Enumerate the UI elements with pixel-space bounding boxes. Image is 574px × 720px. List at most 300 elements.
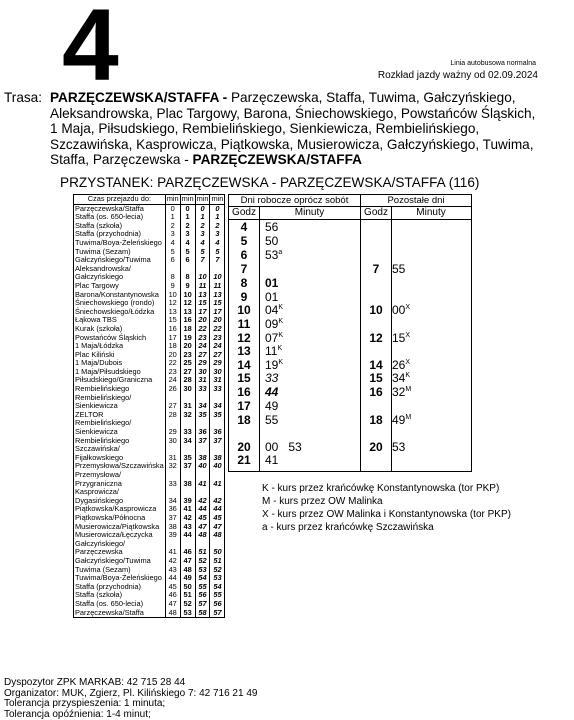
travel-minutes: 36 bbox=[195, 428, 210, 437]
travel-minutes: 56 bbox=[210, 600, 225, 609]
travel-minutes: 1 bbox=[180, 213, 195, 222]
departure-minute: $09^K$ bbox=[265, 317, 284, 331]
travel-minutes: 22 bbox=[210, 325, 225, 334]
travel-minutes: 31 bbox=[210, 376, 225, 385]
stop-name: Przemysłowa/ bbox=[75, 470, 121, 479]
travel-minutes: 31 bbox=[195, 376, 210, 385]
travel-minutes: 35 bbox=[180, 454, 195, 463]
minutes-cell bbox=[265, 400, 278, 413]
travel-minutes: 47 bbox=[195, 523, 210, 532]
stop-name: Musierowicza/Łęczycka bbox=[75, 530, 153, 540]
hour-cell: 15 bbox=[237, 371, 251, 385]
travel-minutes: 1 bbox=[210, 213, 225, 222]
travel-minutes: 23 bbox=[195, 334, 210, 343]
stop-name: Gałczyńskiego bbox=[75, 272, 124, 282]
legend-item: a - kurs przez krańcówkę Szczawińska bbox=[262, 522, 434, 533]
travel-minutes: 49 bbox=[180, 574, 195, 583]
travel-minutes: 53 bbox=[210, 574, 225, 583]
travel-minutes: 45 bbox=[195, 514, 210, 523]
travel-minutes: 31 bbox=[180, 402, 195, 411]
travel-minutes: 34 bbox=[180, 437, 195, 446]
travel-minutes: 5 bbox=[210, 248, 225, 257]
travel-minutes: 46 bbox=[165, 591, 180, 600]
travel-minutes: 18 bbox=[180, 325, 195, 334]
travel-minutes: 47 bbox=[210, 523, 225, 532]
legend-item: K - kurs przez krańcówkę Konstantynowska (tor PKP) bbox=[262, 483, 500, 494]
stop-name: Gałczyńskiego/ bbox=[75, 538, 126, 548]
travel-minutes: 35 bbox=[210, 411, 225, 420]
footnote-mark: M bbox=[405, 386, 412, 393]
travel-minutes: 8 bbox=[180, 273, 195, 282]
travel-minutes: 29 bbox=[195, 359, 210, 368]
travel-minutes: 47 bbox=[180, 557, 195, 566]
departure-minute: $15^X$ bbox=[392, 331, 411, 345]
travel-minutes: 12 bbox=[165, 299, 180, 308]
hour-cell: 10 bbox=[369, 303, 383, 317]
travel-minutes: 34 bbox=[210, 402, 225, 411]
stop-name: Parzęczewska bbox=[75, 547, 123, 557]
travel-minutes: 42 bbox=[180, 514, 195, 523]
hour-cell: 14 bbox=[237, 358, 251, 372]
travel-minutes: 24 bbox=[165, 376, 180, 385]
travel-minutes: 22 bbox=[165, 359, 180, 368]
travel-minutes: 15 bbox=[210, 299, 225, 308]
footnote-mark: K bbox=[277, 345, 283, 352]
min-header: min bbox=[166, 194, 179, 203]
stop-name: Parzęczewska/Staffa bbox=[75, 607, 144, 617]
travel-minutes: 42 bbox=[195, 497, 210, 506]
travel-minutes: 3 bbox=[180, 230, 195, 239]
departure-minute: $32^M$ bbox=[392, 385, 412, 399]
travel-minutes: 51 bbox=[180, 591, 195, 600]
travel-minutes: 9 bbox=[180, 282, 195, 291]
travel-minutes: 48 bbox=[165, 609, 180, 618]
stop-name: Sienkiewicza bbox=[75, 427, 118, 437]
travel-minutes: 36 bbox=[165, 505, 180, 514]
travel-minutes: 19 bbox=[180, 334, 195, 343]
stop-header: PRZYSTANEK: PARZĘCZEWSKA - PARZĘCZEWSKA/STAFFA (116) bbox=[60, 175, 480, 190]
route-label: Trasa: bbox=[4, 90, 43, 105]
footnote-mark: K bbox=[278, 332, 284, 339]
stop-name: Rembielińskiego bbox=[75, 384, 130, 394]
travel-minutes: 6 bbox=[165, 256, 180, 265]
departure-minute: 53$^a$ bbox=[265, 248, 283, 262]
travel-minutes: 24 bbox=[210, 342, 225, 351]
hour-cell: 10 bbox=[237, 303, 251, 317]
stop-name: Tuwima (Sezam) bbox=[75, 564, 131, 574]
hour-cell: 18 bbox=[369, 413, 383, 427]
minutes-cell bbox=[265, 345, 282, 358]
stop-name: Plac Targowy bbox=[75, 280, 119, 290]
stop-name: Łąkowa TBS bbox=[75, 315, 117, 325]
travel-minutes: 15 bbox=[195, 299, 210, 308]
travel-minutes: 42 bbox=[165, 557, 180, 566]
departure-minute: 41 bbox=[265, 453, 279, 467]
footer-line: Tolerancja opóźnienia: 1-4 minut; bbox=[4, 708, 151, 720]
stop-name: Gałczyńskiego/Tuwima bbox=[75, 555, 151, 565]
stop-name: Przygraniczna bbox=[75, 478, 122, 488]
travel-minutes: 53 bbox=[195, 566, 210, 575]
stop-name: Rembielińskiego/ bbox=[75, 392, 132, 402]
travel-minutes: 15 bbox=[165, 316, 180, 325]
valid-from-label: Rozkład jazdy ważny od 02.09.2024 bbox=[377, 70, 538, 81]
travel-minutes: 23 bbox=[210, 334, 225, 343]
travel-minutes: 29 bbox=[165, 428, 180, 437]
travel-minutes: 2 bbox=[180, 222, 195, 231]
route-middle: Parzęczewska, Staffa, Tuwima, Gałczyńskiego, Aleksandrowska, Plac Targowy, Barona, Śniechowskiego, Powstańców Śląskich, 1 Maja, Piłsudskiego, Rembielińskiego, Sienkiewicza, Rembielińskiego, Szczawińska, Kasprowicza, Piątkowska, Musierowicza, Gałczyńskiego, Tuwima, Staffa, Parzęczewska - bbox=[50, 90, 536, 168]
travel-minutes: 38 bbox=[210, 454, 225, 463]
travel-minutes: 30 bbox=[210, 368, 225, 377]
travel-minutes: 55 bbox=[195, 583, 210, 592]
travel-minutes: 23 bbox=[165, 368, 180, 377]
route-end: PARZĘCZEWSKA/STAFFA bbox=[192, 152, 362, 168]
travel-minutes: 52 bbox=[180, 600, 195, 609]
travel-minutes: 3 bbox=[165, 230, 180, 239]
stop-name: Tuwima (Sezam) bbox=[75, 246, 131, 256]
travel-minutes: 9 bbox=[165, 282, 180, 291]
footnote-mark: X bbox=[405, 332, 411, 339]
travel-minutes: 13 bbox=[195, 291, 210, 300]
stop-name: Tuwima/Boya-Żeleńskiego bbox=[75, 573, 162, 583]
stop-name: Staffa (szkoła) bbox=[75, 590, 123, 600]
travel-minutes: 37 bbox=[210, 437, 225, 446]
travel-minutes: 54 bbox=[210, 583, 225, 592]
departure-minute: $00^X$ bbox=[392, 303, 411, 317]
footnote-mark: X bbox=[405, 359, 411, 366]
stop-name: Śniechowskiego/Łódzka bbox=[75, 306, 155, 316]
travel-minutes: 18 bbox=[165, 342, 180, 351]
travel-minutes: 27 bbox=[210, 351, 225, 360]
minutes-header: Minuty bbox=[391, 206, 471, 220]
travel-minutes: 50 bbox=[180, 583, 195, 592]
travel-minutes: 0 bbox=[195, 204, 210, 213]
travel-minutes: 41 bbox=[180, 505, 195, 514]
travel-minutes: 33 bbox=[210, 385, 225, 394]
footnote-mark: K bbox=[278, 304, 284, 311]
travel-minutes: 54 bbox=[195, 574, 210, 583]
stop-name: Rembielińskiego bbox=[75, 435, 130, 445]
travel-minutes: 10 bbox=[210, 273, 225, 282]
hour-cell: 8 bbox=[240, 276, 248, 290]
hour-cell: 21 bbox=[237, 453, 251, 467]
hour-cell: 13 bbox=[237, 344, 251, 358]
travel-minutes: 53 bbox=[180, 609, 195, 618]
travel-minutes: 0 bbox=[180, 204, 195, 213]
travel-minutes: 24 bbox=[195, 342, 210, 351]
travel-minutes: 48 bbox=[180, 566, 195, 575]
travel-minutes: 33 bbox=[165, 480, 180, 489]
travel-minutes: 13 bbox=[210, 291, 225, 300]
hour-cell: 16 bbox=[237, 385, 251, 399]
travel-table-header: Czas przejazdu do: bbox=[74, 195, 166, 205]
hour-cell: 11 bbox=[237, 317, 251, 331]
departure-timetable bbox=[228, 194, 472, 472]
stop-name: Tuwima/Boya-Żeleńskiego bbox=[75, 237, 162, 247]
travel-minutes: 33 bbox=[180, 428, 195, 437]
hour-cell: 18 bbox=[237, 413, 251, 427]
travel-minutes: 52 bbox=[195, 557, 210, 566]
travel-minutes: 0 bbox=[210, 204, 225, 213]
travel-minutes: 12 bbox=[180, 299, 195, 308]
departure-minute: $07^K$ bbox=[265, 331, 284, 345]
minutes-header: Minuty bbox=[259, 206, 360, 220]
minutes-cell bbox=[392, 441, 405, 454]
footnote-mark: K bbox=[278, 318, 284, 325]
legend-item: M - kurs przez OW Malinka bbox=[262, 496, 383, 507]
other-days-header: Pozostałe dni bbox=[387, 195, 445, 206]
travel-minutes: 39 bbox=[180, 497, 195, 506]
travel-minutes: 11 bbox=[195, 282, 210, 291]
travel-minutes: 27 bbox=[195, 351, 210, 360]
stop-name: Kurak (szkoła) bbox=[75, 323, 123, 333]
travel-minutes: 42 bbox=[210, 497, 225, 506]
footer-line: Tolerancja przyspieszenia: 1 minuta; bbox=[4, 698, 166, 709]
hour-header: Godz bbox=[361, 206, 391, 220]
stop-name: Fijałkowskiego bbox=[75, 452, 124, 462]
stop-name: Staffa (przychodnia) bbox=[75, 229, 142, 239]
hour-cell: 16 bbox=[369, 385, 383, 399]
departure-minute: $49^M$ bbox=[392, 413, 412, 427]
stop-name: Szczawińska/ bbox=[75, 444, 120, 454]
travel-minutes: 37 bbox=[180, 462, 195, 471]
stop-name: 1 Maja/Łódzka bbox=[75, 341, 124, 351]
travel-minutes: 2 bbox=[210, 222, 225, 231]
minutes-cell bbox=[265, 414, 278, 427]
travel-minutes: 48 bbox=[210, 531, 225, 540]
travel-minutes: 32 bbox=[165, 462, 180, 471]
travel-minutes: 13 bbox=[165, 308, 180, 317]
departure-minute: 53 bbox=[288, 440, 302, 454]
travel-minutes: 45 bbox=[210, 514, 225, 523]
footer-line: Dyspozytor ZPK MARKAB: 42 715 28 44 bbox=[4, 677, 186, 688]
departure-minute: 49 bbox=[265, 399, 279, 413]
minutes-cell bbox=[265, 304, 283, 317]
footnote-mark: K bbox=[278, 359, 284, 366]
travel-minutes: 1 bbox=[165, 213, 180, 222]
weekday-header: Dni robocze oprócz sobót bbox=[240, 195, 349, 206]
departure-minute: 01 bbox=[265, 276, 279, 290]
travel-minutes: 38 bbox=[165, 523, 180, 532]
travel-minutes: 0 bbox=[165, 204, 180, 213]
travel-minutes: 36 bbox=[210, 428, 225, 437]
travel-minutes: 50 bbox=[210, 548, 225, 557]
travel-minutes: 4 bbox=[165, 239, 180, 248]
minutes-cell bbox=[265, 318, 283, 331]
departure-minute: 44 bbox=[265, 385, 279, 399]
hour-cell: 20 bbox=[369, 440, 383, 454]
stop-name: Przemysłowa/Szczawińska bbox=[75, 461, 164, 471]
footer-line: Organizator: MUK, Zgierz, Pl. Kilińskiego 7: 42 716 21 49 bbox=[4, 687, 258, 699]
travel-minutes: 41 bbox=[165, 548, 180, 557]
travel-minutes: 16 bbox=[180, 316, 195, 325]
travel-minutes: 44 bbox=[195, 505, 210, 514]
travel-minutes: 1 bbox=[195, 213, 210, 222]
stop-name: Piłsudskiego/Graniczna bbox=[75, 375, 153, 385]
travel-minutes: 35 bbox=[195, 411, 210, 420]
travel-minutes: 25 bbox=[180, 359, 195, 368]
travel-minutes: 27 bbox=[165, 402, 180, 411]
travel-minutes: 51 bbox=[210, 557, 225, 566]
travel-minutes: 10 bbox=[195, 273, 210, 282]
hour-cell: 15 bbox=[369, 371, 383, 385]
travel-minutes: 29 bbox=[210, 359, 225, 368]
stop-name: Piątkowska/Północna bbox=[75, 512, 146, 522]
travel-minutes: 55 bbox=[210, 591, 225, 600]
hour-cell: 5 bbox=[240, 234, 248, 248]
travel-minutes: 45 bbox=[165, 583, 180, 592]
hour-cell: 12 bbox=[369, 331, 383, 345]
travel-minutes: 3 bbox=[210, 230, 225, 239]
travel-minutes: 56 bbox=[195, 591, 210, 600]
travel-minutes: 48 bbox=[195, 531, 210, 540]
hour-cell: 7 bbox=[240, 262, 248, 276]
min-header: min bbox=[196, 194, 209, 203]
departure-minute: 01 bbox=[265, 290, 279, 304]
travel-minutes: 30 bbox=[195, 368, 210, 377]
travel-minutes: 57 bbox=[195, 600, 210, 609]
stop-name: Śniechowskiego (rondo) bbox=[75, 298, 155, 308]
stop-name: Musierowicza/Piątkowska bbox=[75, 521, 160, 531]
travel-minutes: 3 bbox=[195, 230, 210, 239]
travel-minutes: 41 bbox=[195, 480, 210, 489]
travel-minutes: 7 bbox=[210, 256, 225, 265]
travel-minutes: 40 bbox=[210, 462, 225, 471]
footnote-mark: a bbox=[278, 249, 283, 256]
departure-minute: 55 bbox=[265, 413, 279, 427]
stop-name: Powstańców Śląskich bbox=[75, 332, 147, 342]
travel-minutes: 34 bbox=[165, 497, 180, 506]
hour-cell: 7 bbox=[372, 262, 380, 276]
line-type-label: Linia autobusowa normalna bbox=[450, 60, 536, 67]
travel-minutes: 34 bbox=[195, 402, 210, 411]
travel-minutes: 22 bbox=[195, 325, 210, 334]
legend bbox=[262, 482, 511, 534]
travel-minutes: 13 bbox=[180, 308, 195, 317]
travel-minutes: 17 bbox=[165, 334, 180, 343]
minutes-cell bbox=[265, 372, 278, 385]
route-description bbox=[4, 90, 538, 168]
travel-minutes: 37 bbox=[195, 437, 210, 446]
travel-minutes: 51 bbox=[195, 548, 210, 557]
travel-row bbox=[74, 609, 225, 618]
travel-minutes: 57 bbox=[210, 609, 225, 618]
minutes-cell bbox=[392, 414, 411, 427]
footnote-mark: M bbox=[405, 414, 412, 421]
stop-name: Gałczyńskiego/Tuwima bbox=[75, 255, 151, 265]
travel-minutes: 43 bbox=[180, 523, 195, 532]
stop-name: Kasprowicza/ bbox=[75, 487, 119, 497]
departure-minute: $11^K$ bbox=[265, 344, 283, 358]
travel-minutes: 44 bbox=[180, 531, 195, 540]
departure-minute: 55 bbox=[392, 262, 406, 276]
travel-minutes: 17 bbox=[195, 308, 210, 317]
min-header: min bbox=[211, 194, 224, 203]
travel-minutes: 41 bbox=[210, 480, 225, 489]
travel-minutes: 5 bbox=[165, 248, 180, 257]
stop-name: Staffa (przychodnia) bbox=[75, 581, 142, 591]
stop-name: Aleksandrowska/ bbox=[75, 263, 131, 273]
minutes-cell bbox=[265, 221, 278, 234]
departure-minute: $26^X$ bbox=[392, 358, 411, 372]
hour-cell: 12 bbox=[237, 331, 251, 345]
departure-minute: 53 bbox=[392, 440, 406, 454]
hour-cell: 4 bbox=[240, 220, 248, 234]
minutes-cell bbox=[392, 386, 411, 399]
travel-minutes: 4 bbox=[210, 239, 225, 248]
footnote-mark: X bbox=[405, 304, 411, 311]
travel-minutes: 4 bbox=[180, 239, 195, 248]
line-number: 4 bbox=[62, 0, 119, 102]
travel-minutes: 4 bbox=[195, 239, 210, 248]
divider bbox=[259, 206, 260, 471]
travel-minutes: 39 bbox=[165, 531, 180, 540]
travel-minutes: 30 bbox=[165, 437, 180, 446]
legend-item: X - kurs przez OW Malinka i Konstantynowska (tor PKP) bbox=[262, 509, 511, 520]
hour-cell: 20 bbox=[237, 440, 251, 454]
travel-minutes: 5 bbox=[180, 248, 195, 257]
stop-name: Piątkowska/Kasprowicza bbox=[75, 504, 157, 514]
travel-minutes: 31 bbox=[165, 454, 180, 463]
travel-minutes: 38 bbox=[180, 480, 195, 489]
travel-minutes: 20 bbox=[165, 351, 180, 360]
stop-name: Dygasińskiego bbox=[75, 495, 124, 505]
travel-minutes: 33 bbox=[195, 385, 210, 394]
travel-minutes: 6 bbox=[180, 256, 195, 265]
travel-minutes: 38 bbox=[195, 454, 210, 463]
minutes-cell bbox=[265, 386, 278, 399]
stop-name: Sienkiewicza bbox=[75, 401, 118, 411]
travel-minutes: 44 bbox=[165, 574, 180, 583]
stop-name: 1 Maja/Piłsudskiego bbox=[75, 366, 141, 376]
travel-minutes: 46 bbox=[180, 548, 195, 557]
travel-minutes: 2 bbox=[195, 222, 210, 231]
hour-cell: 14 bbox=[369, 358, 383, 372]
stop-name: Plac Kiliński bbox=[75, 349, 115, 359]
travel-minutes: 44 bbox=[210, 505, 225, 514]
stop-name: Rembielińskiego/ bbox=[75, 418, 132, 428]
travel-minutes: 23 bbox=[180, 351, 195, 360]
travel-minutes: 52 bbox=[210, 566, 225, 575]
minutes-cell bbox=[392, 263, 405, 276]
hour-cell: 17 bbox=[237, 399, 251, 413]
departure-minute: 50 bbox=[265, 234, 279, 248]
travel-minutes: 8 bbox=[165, 273, 180, 282]
travel-minutes: 20 bbox=[210, 316, 225, 325]
travel-minutes: 37 bbox=[165, 514, 180, 523]
stop-name: ZELTOR bbox=[75, 409, 104, 419]
stop-name: Barona/Konstantynowska bbox=[75, 289, 159, 299]
travel-minutes: 10 bbox=[165, 291, 180, 300]
stop-name: Staffa (os. 650-lecia) bbox=[75, 212, 144, 222]
departure-minute: 56 bbox=[265, 220, 279, 234]
travel-minutes: 47 bbox=[165, 600, 180, 609]
travel-minutes: 16 bbox=[165, 325, 180, 334]
departure-minute: $04^K$ bbox=[265, 303, 284, 317]
departure-minute: $19^K$ bbox=[265, 358, 284, 372]
travel-minutes: 32 bbox=[180, 411, 195, 420]
departure-minute: $34^K$ bbox=[392, 371, 411, 385]
stop-name: Staffa (szkoła) bbox=[75, 220, 123, 230]
stop-name: Parzęczewska/Staffa bbox=[75, 203, 144, 213]
travel-minutes: 58 bbox=[195, 609, 210, 618]
travel-minutes: 17 bbox=[210, 308, 225, 317]
travel-minutes: 43 bbox=[165, 566, 180, 575]
stop-name: 1 Maja/Dubois bbox=[75, 358, 123, 368]
footnote-mark: K bbox=[405, 372, 411, 379]
minutes-cell bbox=[265, 454, 278, 467]
travel-minutes: 28 bbox=[180, 376, 195, 385]
minutes-cell bbox=[392, 304, 410, 317]
